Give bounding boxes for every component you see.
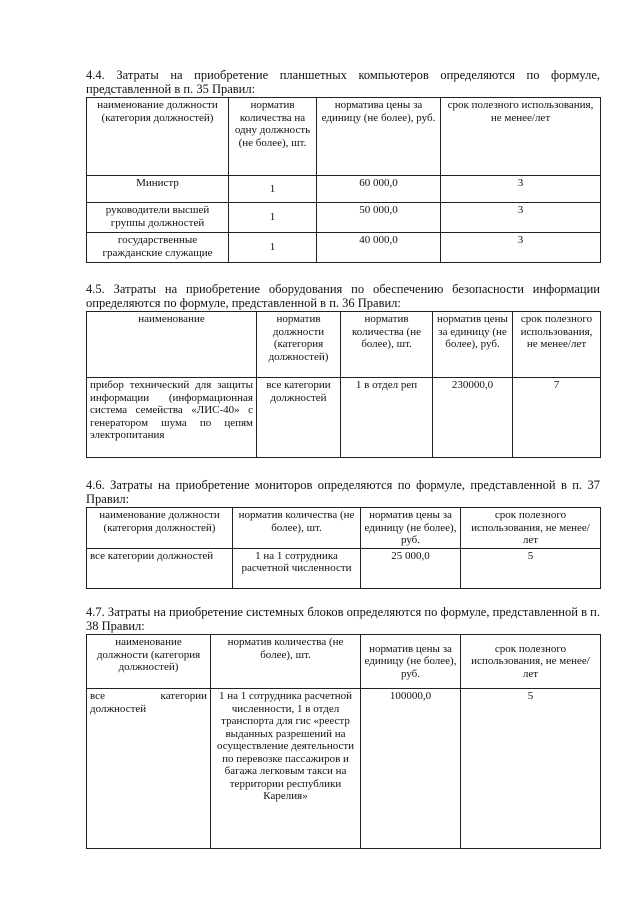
section-4-7: [86, 605, 600, 849]
cell-position: Министр: [87, 176, 229, 203]
table-row: [87, 378, 601, 458]
cell-quantity: 1: [229, 176, 317, 203]
header-cell: наименование должности (категория должностей): [87, 508, 233, 549]
section-4-4-intro: 4.4. Затраты на приобретение планшетных компьютеров определяются по формуле, представленной в п. 35 Правил:: [86, 68, 600, 96]
table-header-row: [87, 635, 601, 689]
table-row: [87, 548, 601, 588]
header-cell: срок полезного использования, не менее/лет: [441, 98, 601, 176]
header-cell: срок полезного использования, не менее/лет: [461, 508, 601, 549]
table-security-equipment: [86, 311, 601, 458]
header-cell: норматив количества (не более), шт.: [233, 508, 361, 549]
header-cell: норматива цены за единицу (не более), руб.: [317, 98, 441, 176]
cell-quantity: 1: [229, 203, 317, 233]
cell-position: все категории должностей: [257, 378, 341, 458]
section-4-6-intro: 4.6. Затраты на приобретение мониторов определяются по формуле, представленной в п. 37 Правил:: [86, 478, 600, 506]
table-system-units: [86, 634, 601, 849]
cell-price: 40 000,0: [317, 233, 441, 263]
table-row: [87, 203, 601, 233]
cell-quantity: 1: [229, 233, 317, 263]
cell-lifetime: 3: [441, 203, 601, 233]
cell-position: руководители высшей группы должностей: [87, 203, 229, 233]
section-4-7-intro: 4.7. Затраты на приобретение системных блоков определяются по формуле, представленной в п. 38 Правил:: [86, 605, 600, 633]
header-cell: наименование: [87, 312, 257, 378]
cell-lifetime: 3: [441, 233, 601, 263]
header-cell: норматив цены за единицу (не более), руб.: [433, 312, 513, 378]
header-cell: норматив должности (категория должностей): [257, 312, 341, 378]
table-row: [87, 689, 601, 849]
table-row: [87, 233, 601, 263]
table-monitors: [86, 507, 601, 589]
table-header-row: [87, 312, 601, 378]
table-tablets: [86, 97, 601, 263]
cell-price: 100000,0: [361, 689, 461, 849]
header-cell: наименование должности (категория должностей): [87, 98, 229, 176]
cell-price: 50 000,0: [317, 203, 441, 233]
cell-position: все категории должностей: [87, 689, 211, 849]
cell-lifetime: 5: [461, 689, 601, 849]
cell-quantity: 1 на 1 сотрудника расчетной численности: [233, 548, 361, 588]
cell-lifetime: 7: [513, 378, 601, 458]
cell-price: 60 000,0: [317, 176, 441, 203]
header-cell: норматив цены за единицу (не более), руб.: [361, 635, 461, 689]
cell-position: все категории должностей: [87, 548, 233, 588]
cell-lifetime: 3: [441, 176, 601, 203]
cell-price: 25 000,0: [361, 548, 461, 588]
header-cell: срок полезного использования, не менее/лет: [513, 312, 601, 378]
section-4-6: [86, 478, 600, 589]
header-cell: норматив количества на одну должность (не более), шт.: [229, 98, 317, 176]
section-4-4: [86, 68, 600, 263]
header-cell: наименование должности (категория должностей): [87, 635, 211, 689]
cell-quantity: 1 на 1 сотрудника расчетной численности, 1 в отдел транспорта для гис «реестр выданных разрешений на осуществление деятельности по перевозке пассажиров и багажа легковым такси на территории республики Карелия»: [211, 689, 361, 849]
cell-lifetime: 5: [461, 548, 601, 588]
section-4-5: [86, 282, 600, 458]
header-cell: норматив цены за единицу (не более), руб.: [361, 508, 461, 549]
header-cell: срок полезного использования, не менее/лет: [461, 635, 601, 689]
cell-position: государственные гражданские служащие: [87, 233, 229, 263]
cell-price: 230000,0: [433, 378, 513, 458]
cell-name: прибор технический для защиты информации (информационная система семейства «ЛИС-40» с генератором шума по цепям электропитания: [87, 378, 257, 458]
table-header-row: [87, 508, 601, 549]
header-cell: норматив количества (не более), шт.: [341, 312, 433, 378]
table-row: [87, 176, 601, 203]
table-header-row: [87, 98, 601, 176]
cell-quantity: 1 в отдел реп: [341, 378, 433, 458]
header-cell: норматив количества (не более), шт.: [211, 635, 361, 689]
section-4-5-intro: 4.5. Затраты на приобретение оборудования по обеспечению безопасности информации определяются по формуле, представленной в п. 36 Правил:: [86, 282, 600, 310]
